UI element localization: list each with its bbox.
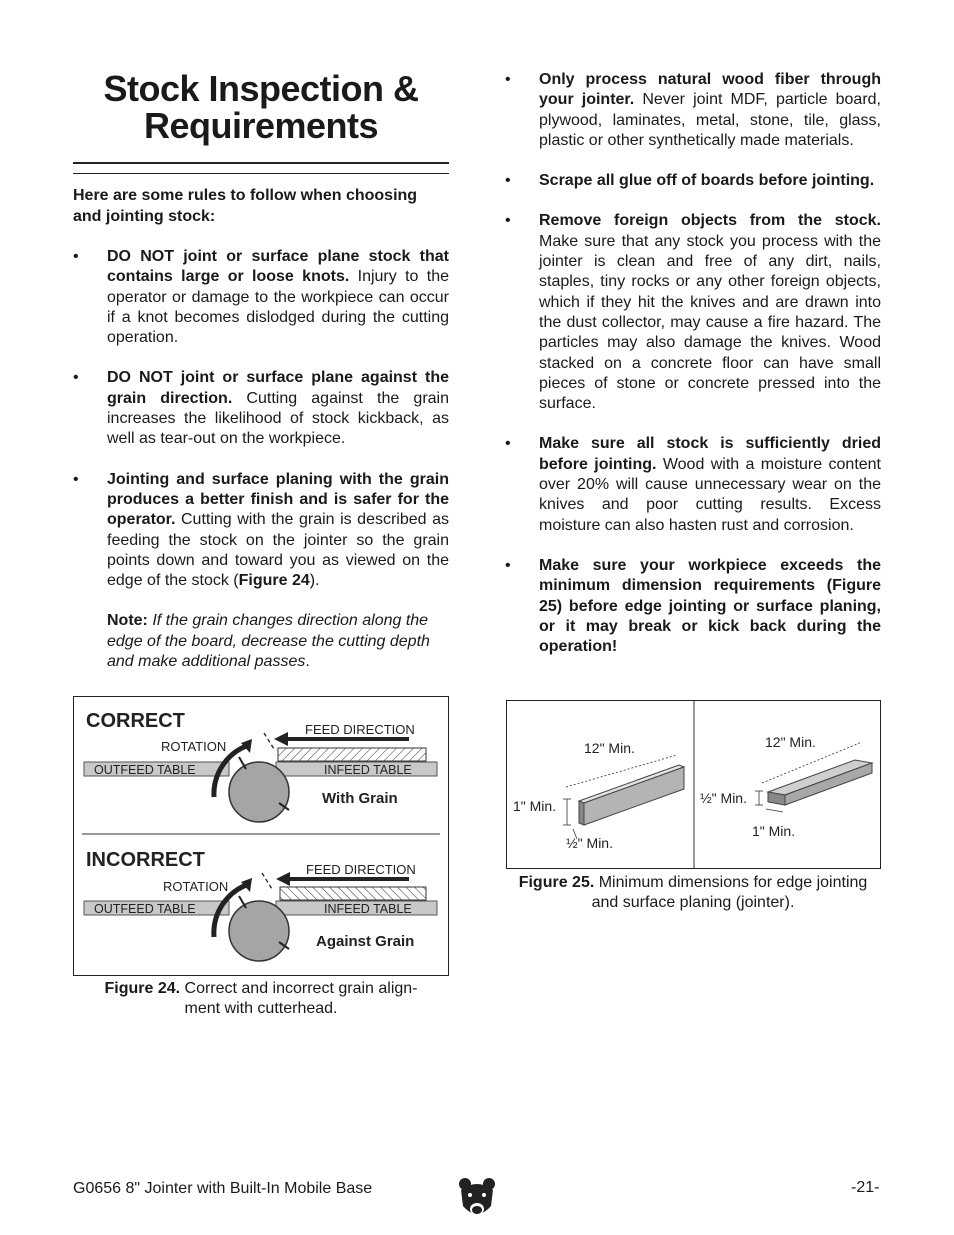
bullet-knots-body: Injury to the operator or damage to the workpiece can occur if a knot becomes dislodged during the cutting operation. — [107, 268, 449, 347]
bullet-glue-heading: Scrape all glue off of boards before jointing. — [539, 172, 875, 190]
bullet-knots — [73, 247, 449, 348]
left-length-label: 12" Min. — [584, 740, 635, 756]
bullet-grain-heading: DO NOT joint or surface plane against the grain direction. — [107, 369, 449, 407]
rotation-label-correct: ROTATION — [161, 739, 227, 754]
bullet-minimum-dimensions — [505, 556, 881, 657]
rotation-label-incorrect: ROTATION — [163, 879, 229, 894]
bullet-with-grain-end: ). — [309, 572, 320, 590]
bullet-knots-heading: DO NOT joint or surface plane stock that contains large or loose knots. — [107, 248, 449, 286]
bullet-natural-wood-heading: Only process natural wood fiber through your jointer. — [539, 71, 881, 109]
figure-24 — [73, 696, 449, 976]
figure-25-caption-line-2: and surface planing (jointer). — [591, 894, 795, 912]
figure-24-diagram — [74, 697, 448, 975]
note-end: . — [305, 653, 310, 671]
bullet-grain-direction — [73, 368, 449, 449]
note — [73, 611, 449, 672]
note-label: Note: — [107, 612, 148, 630]
outfeed-table-label-correct: OUTFEED TABLE — [94, 763, 196, 777]
figure-25-caption — [505, 873, 881, 914]
bullet-foreign-objects — [505, 211, 881, 414]
figure-25-diagram — [507, 701, 880, 868]
grain-line-correct — [264, 733, 274, 749]
bullet-grain-body: Cutting against the grain increases the likelihood of stock kickback, as well as tear-out on the workpiece. — [107, 389, 449, 448]
figure-25 — [506, 700, 881, 869]
workpiece-correct — [278, 748, 426, 761]
outfeed-table-label-incorrect: OUTFEED TABLE — [94, 902, 196, 916]
bullet-glue — [505, 171, 881, 191]
right-width-dim-line — [766, 809, 783, 812]
page-title — [73, 70, 449, 144]
bullet-with-grain-body: Cutting with the grain is described as feeding the stock on the jointer so the grain points down and toward you as viewed on the edge of the stock ( — [107, 511, 449, 590]
intro-text: Here are some rules to follow when choosing and jointing stock: — [73, 187, 418, 225]
bullet-dried-stock-body: Wood with a moisture content over 20% will cause unnecessary wear on the knives and poor cutting results. Excess moisture can also hasten rust and corrosion. — [539, 455, 881, 534]
title-line-1: Stock Inspection & — [103, 68, 419, 109]
against-grain-label: Against Grain — [316, 933, 415, 950]
left-thickness-label: ½" Min. — [566, 835, 613, 851]
infeed-table-label-incorrect: INFEED TABLE — [324, 902, 412, 916]
title-line-2: Requirements — [143, 105, 379, 146]
bullet-foreign-objects-body: Make sure that any stock you process with the jointer is clean and free of any dirt, nails, staples, tiny rocks or any other foreign objects, which if they hit the knives and are drawn into the dust collector, may cause a fire hazard. The particles may also damage the knives. Wood stacked on a concrete floor can have small pieces of stone or concrete pressed into the surface. — [539, 232, 881, 413]
incorrect-label: INCORRECT — [86, 849, 205, 871]
grain-line-incorrect — [262, 873, 272, 889]
bullet-with-grain — [73, 470, 449, 592]
bullet-natural-wood — [505, 70, 881, 151]
cutterhead-incorrect — [229, 901, 289, 961]
bullet-natural-wood-body: Never joint MDF, particle board, plywood, laminates, metal, stone, tile, glass, plastic or other synthetically made materials. — [539, 91, 881, 149]
figure-24-caption-line-1: Correct and incorrect grain align- — [180, 980, 418, 997]
right-thickness-label: ½" Min. — [700, 790, 747, 806]
feed-direction-label-incorrect: FEED DIRECTION — [306, 862, 416, 877]
bullet-dried-stock-heading: Make sure all stock is sufficiently dried before jointing. — [539, 435, 881, 473]
left-height-label: 1" Min. — [513, 798, 557, 814]
correct-label: CORRECT — [86, 710, 185, 732]
right-column — [505, 50, 881, 657]
note-text: If the grain changes direction along the edge of the board, decrease the cutting depth and make additional passes — [107, 612, 430, 671]
figure-24-caption — [73, 979, 449, 1020]
feed-arrowhead-incorrect — [276, 872, 290, 886]
cutterhead-correct — [229, 762, 289, 822]
bullet-foreign-objects-heading: Remove foreign objects from the stock. — [539, 212, 881, 230]
title-rule-thick — [73, 162, 449, 164]
bullet-dried-stock — [505, 434, 881, 535]
left-board-end — [579, 801, 584, 825]
right-length-label: 12" Min. — [765, 734, 816, 750]
right-width-label: 1" Min. — [752, 823, 796, 839]
feed-direction-label-correct: FEED DIRECTION — [305, 722, 415, 737]
bullet-minimum-dimensions-heading: Make sure your workpiece exceeds the minimum dimension requirements (Figure 25) before edge jointing or surface planing, or it may break or kick back during the operation! — [539, 556, 881, 656]
figure-24-reference: Figure 24 — [238, 572, 310, 590]
with-grain-label: With Grain — [322, 790, 398, 807]
infeed-table-label-correct: INFEED TABLE — [324, 763, 412, 777]
figure-24-caption-label: Figure 24. — [104, 980, 181, 997]
footer-model: G0656 8" Jointer with Built-In Mobile Base — [73, 1180, 373, 1197]
figure-25-caption-line-1: Minimum dimensions for edge jointing — [594, 874, 868, 891]
bear-logo-icon — [458, 1176, 496, 1222]
workpiece-incorrect — [280, 887, 426, 900]
title-rule-thin — [73, 173, 449, 174]
figure-24-caption-line-2: ment with cutterhead. — [184, 1000, 338, 1018]
page-number: -21- — [851, 1179, 880, 1196]
bullet-with-grain-heading: Jointing and surface planing with the grain produces a better finish and is safer for the operator. — [107, 470, 449, 529]
feed-arrowhead-correct — [274, 732, 288, 746]
left-column — [73, 70, 449, 672]
figure-25-caption-label: Figure 25. — [518, 874, 595, 891]
